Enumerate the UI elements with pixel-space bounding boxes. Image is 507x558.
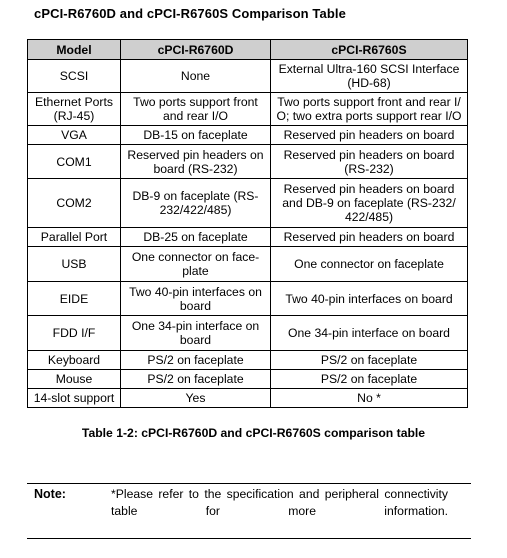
cell-r6760s: No * <box>271 389 468 408</box>
table-row <box>28 370 468 389</box>
cell-r6760s: Reserved pin headers on board (RS-232) <box>271 145 468 179</box>
comparison-table <box>27 39 468 408</box>
cell-r6760d: One 34-pin interface on board <box>121 316 271 351</box>
cell-r6760s: Reserved pin headers on board <box>271 126 468 145</box>
column-header-r6760s: cPCI-R6760S <box>271 40 468 60</box>
table-row <box>28 316 468 351</box>
cell-r6760d: One connector on face-plate <box>121 247 271 282</box>
row-label: COM2 <box>28 179 121 228</box>
row-label: FDD I/F <box>28 316 121 351</box>
cell-r6760s: Two ports support front and rear I/ O; two extra ports support rear I/O <box>271 93 468 126</box>
note-bottom-divider <box>27 538 471 539</box>
table-row <box>28 179 468 228</box>
cell-r6760d: Two ports support front and rear I/O <box>121 93 271 126</box>
row-label: EIDE <box>28 282 121 316</box>
row-label: SCSI <box>28 60 121 93</box>
table-row <box>28 93 468 126</box>
table-row <box>28 282 468 316</box>
column-header-model: Model <box>28 40 121 60</box>
cell-r6760d: Reserved pin headers on board (RS-232) <box>121 145 271 179</box>
table-row <box>28 145 468 179</box>
row-label: COM1 <box>28 145 121 179</box>
table-row <box>28 228 468 247</box>
cell-r6760d: DB-25 on faceplate <box>121 228 271 247</box>
table-row <box>28 126 468 145</box>
cell-r6760d: PS/2 on faceplate <box>121 351 271 370</box>
cell-r6760s: External Ultra-160 SCSI Interface (HD-68) <box>271 60 468 93</box>
row-label: Mouse <box>28 370 121 389</box>
note-text: *Please refer to the specification and peripheral connectivity table for more information. <box>111 487 448 518</box>
cell-r6760d: DB-9 on faceplate (RS-232/422/485) <box>121 179 271 228</box>
cell-r6760d: Yes <box>121 389 271 408</box>
cell-r6760s: Reserved pin headers on board and DB-9 on faceplate (RS-232/ 422/485) <box>271 179 468 228</box>
row-label: VGA <box>28 126 121 145</box>
table-row <box>28 247 468 282</box>
cell-r6760d: DB-15 on faceplate <box>121 126 271 145</box>
cell-r6760d: Two 40-pin interfaces on board <box>121 282 271 316</box>
cell-r6760s: PS/2 on faceplate <box>271 351 468 370</box>
table-row <box>28 60 468 93</box>
cell-r6760d: None <box>121 60 271 93</box>
cell-r6760s: PS/2 on faceplate <box>271 370 468 389</box>
cell-r6760s: One 34-pin interface on board <box>271 316 468 351</box>
row-label: Ethernet Ports (RJ-45) <box>28 93 121 126</box>
cell-r6760s: One connector on faceplate <box>271 247 468 282</box>
table-row <box>28 351 468 370</box>
note-top-divider <box>27 483 471 484</box>
cell-r6760d: PS/2 on faceplate <box>121 370 271 389</box>
row-label: USB <box>28 247 121 282</box>
table-caption: Table 1-2: cPCI-R6760D and cPCI-R6760S comparison table <box>81 426 426 440</box>
page-heading: cPCI-R6760D and cPCI-R6760S Comparison Table <box>34 6 346 21</box>
row-label: Keyboard <box>28 351 121 370</box>
table-row <box>28 389 468 408</box>
cell-r6760s: Reserved pin headers on board <box>271 228 468 247</box>
column-header-r6760d: cPCI-R6760D <box>121 40 271 60</box>
table-header-row <box>28 40 468 60</box>
note-label: Note: <box>34 487 66 501</box>
row-label: 14-slot support <box>28 389 121 408</box>
cell-r6760s: Two 40-pin interfaces on board <box>271 282 468 316</box>
row-label: Parallel Port <box>28 228 121 247</box>
